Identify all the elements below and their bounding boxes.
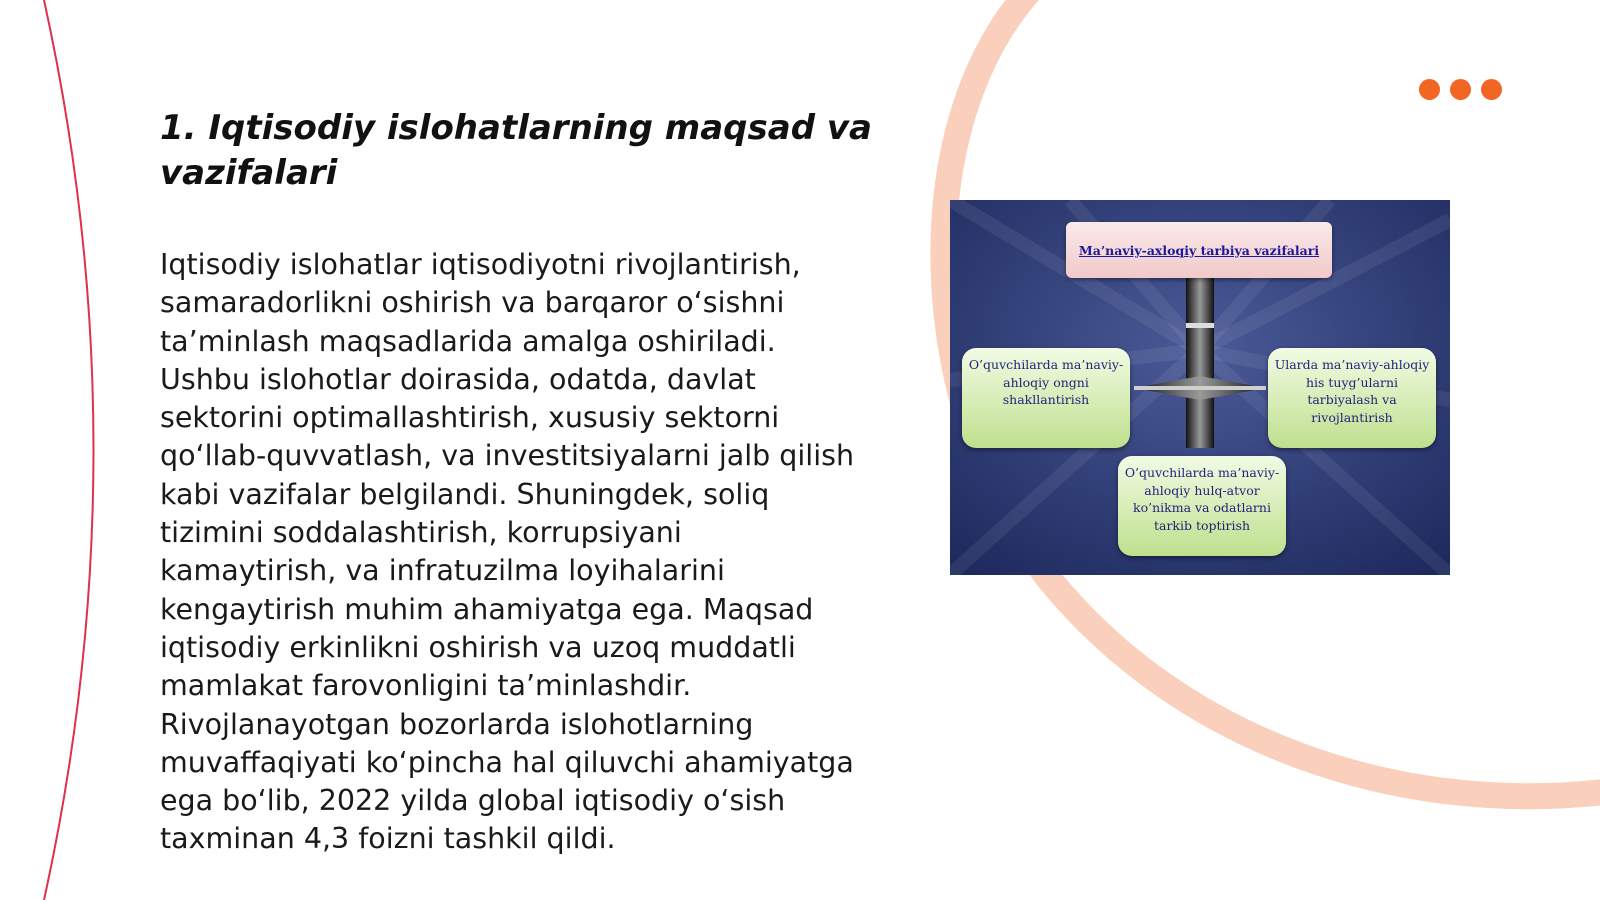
diagram-image bbox=[950, 200, 1450, 575]
left-curve-line bbox=[44, 0, 94, 900]
diagram-box-right-label: Ularda ma’naviy-ahloqiy his tuyg’ularni tarbiyalash va rivojlantirish bbox=[1274, 357, 1430, 425]
slide-title: 1. Iqtisodiy islohatlarning maqsad va vazifalari bbox=[160, 108, 872, 193]
dot-icon bbox=[1419, 79, 1440, 100]
diagram-box-bottom bbox=[1118, 456, 1286, 556]
diagram-box-bottom-label: O’quvchilarda ma’naviy-ahloqiy hulq-atvor ko’nikma va odatlarni tarkib toptirish bbox=[1124, 465, 1280, 533]
diagram-header-box bbox=[1066, 222, 1332, 278]
decorative-dots bbox=[1419, 79, 1502, 100]
dot-icon bbox=[1481, 79, 1502, 100]
dot-icon bbox=[1450, 79, 1471, 100]
diagram-box-left-label: O’quvchilarda ma’naviy-ahloqiy ongni shakllantirish bbox=[968, 357, 1124, 407]
diagram-header-label: Ma’naviy-axloqiy tarbiya vazifalari bbox=[1078, 242, 1320, 258]
slide-body-text: Iqtisodiy islohatlar iqtisodiyotni rivojlantirish, samaradorlikni oshirish va barqaror o‘sishni ta’minlash maqsadlarida amalga oshiriladi. Ushbu islohotlar doirasida, odatda, davlat sektorini optimallashtirish, xususiy sektorni qo‘llab-quvvatlash, va investitsiyalarni jalb qilish kabi vazifalar belgilandi. Shuningdek, soliq tizimini soddalashtirish, korrupsiyani kamaytirish, va infratuzilma loyihalarini kengaytirish muhim ahamiyatga ega. Maqsad iqtisodiy erkinlikni oshirish va uzoq muddatli mamlakat farovonligini ta’minlashdir. Rivojlanayotgan bozorlarda islohotlarning muvaffaqiyati ko‘pincha hal qiluvchi ahamiyatga ega bo‘lib, 2022 yilda global iqtisodiy o‘sish taxminan 4,3 foizni tashkil qildi. bbox=[160, 248, 855, 856]
diagram-box-left bbox=[962, 348, 1130, 448]
diagram-box-right bbox=[1268, 348, 1436, 448]
connector-vertical bbox=[1186, 278, 1214, 448]
